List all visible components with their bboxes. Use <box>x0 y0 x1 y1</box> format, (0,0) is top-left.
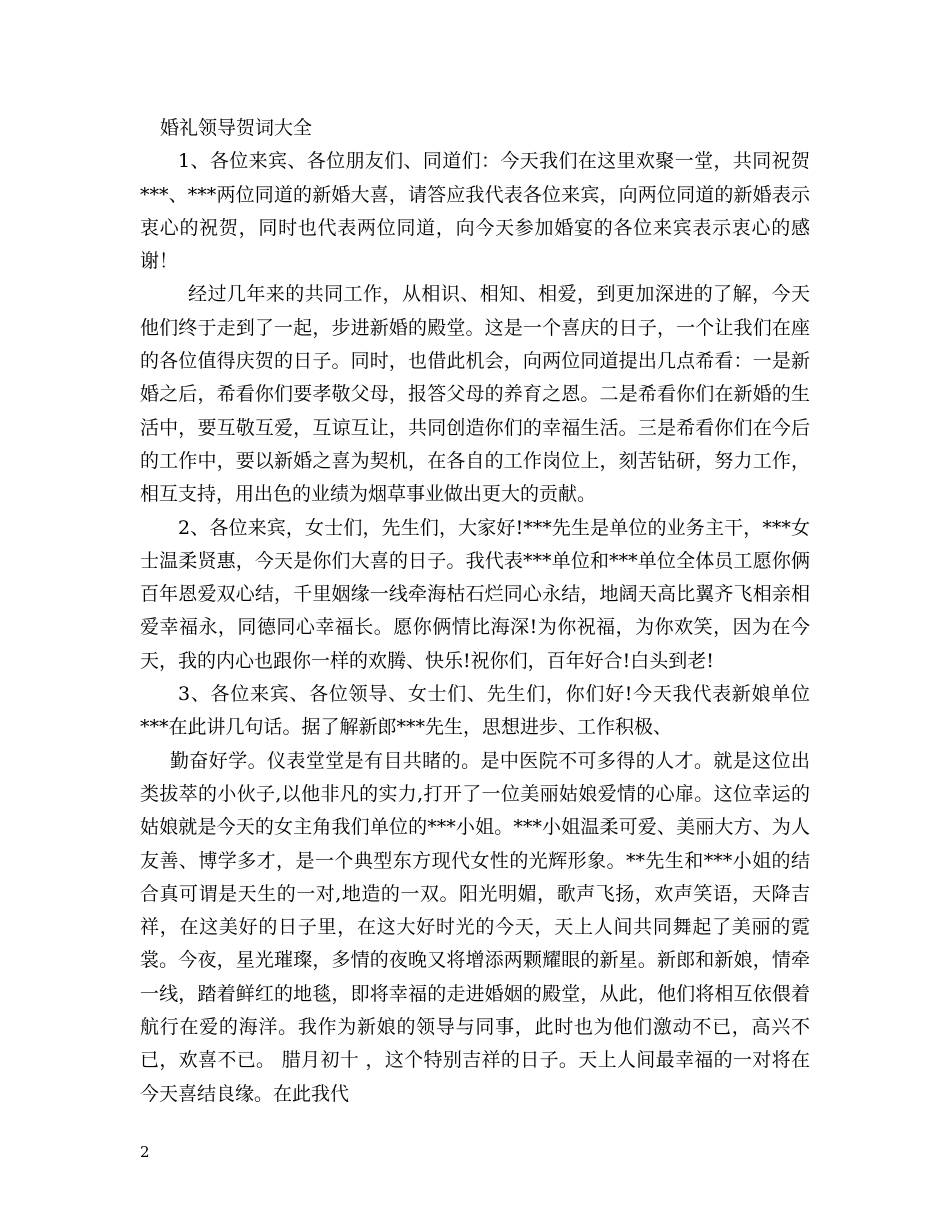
document-title: 婚礼领导贺词大全 <box>160 117 313 139</box>
paragraph-2: 经过几年来的共同工作，从相识、相知、相爱，到更加深进的了解，今天他们终于走到了一起，步进新婚的殿堂。这是一个喜庆的日子，一个让我们在座的各位值得庆贺的日子。同时，也借此机会，向两位同道提出几点希看：一是新婚之后，希看你们要孝敬父母，报答父母的养育之恩。二是希看你们在新婚的生活中，要互敬互爱，互谅互让，共同创造你们的幸福生活。三是希看你们在今后的工作中，要以新婚之喜为契机，在各自的工作岗位上，刻苦钻研，努力工作，相互支持，用出色的业绩为烟草事业做出更大的贡献。 <box>140 283 810 506</box>
document-body <box>140 112 810 1111</box>
paragraph-1: 1、各位来宾、各位朋友们、同道们：今天我们在这里欢聚一堂，共同祝贺***、***两位同道的新婚大喜，请答应我代表各位来宾，向两位同道的新婚表示衷心的祝贺，同时也代表两位同道，向今天参加婚宴的各位来宾表示衷心的感谢！ <box>140 150 810 273</box>
page-number: 2 <box>140 1143 150 1161</box>
paragraph-5: 勤奋好学。仪表堂堂是有目共睹的。是中医院不可多得的人才。就是这位出类拔萃的小伙子,以他非凡的实力,打开了一位美丽姑娘爱情的心扉。这位幸运的姑娘就是今天的女主角我们单位的***小姐。***小姐温柔可爱、美丽大方、为人友善、博学多才，是一个典型东方现代女性的光辉形象。**先生和***小姐的结合真可谓是天生的一对,地造的一双。阳光明媚，歌声飞扬，欢声笑语，天降吉祥，在这美好的日子里，在这大好时光的今天，天上人间共同舞起了美丽的霓裳。今夜，星光璀璨，多情的夜晚又将增添两颗耀眼的新星。新郎和新娘，情牵一线，踏着鲜红的地毯，即将幸福的走进婚姻的殿堂，从此，他们将相互依偎着航行在爱的海洋。我作为新娘的领导与同事，此时也为他们激动不已，高兴不已，欢喜不已。 腊月初十 ，这个特别吉祥的日子。天上人间最幸福的一对将在今天喜结良缘。在此我代 <box>140 749 810 1105</box>
paragraph-3: 2、各位来宾，女士们，先生们，大家好!***先生是单位的业务主干，***女士温柔贤惠，今天是你们大喜的日子。我代表***单位和***单位全体员工愿你俩百年恩爱双心结，千里姻缘一线牵海枯石烂同心永结，地阔天高比翼齐飞相亲相爱幸福永，同德同心幸福长。愿你俩情比海深!为你祝福，为你欢笑，因为在今天，我的内心也跟你一样的欢腾、快乐!祝你们，百年好合!白头到老! <box>140 516 810 672</box>
paragraph-4: 3、各位来宾、各位领导、女士们、先生们，你们好!今天我代表新娘单位***在此讲几句话。据了解新郎***先生，思想进步、工作积极、 <box>140 683 810 739</box>
